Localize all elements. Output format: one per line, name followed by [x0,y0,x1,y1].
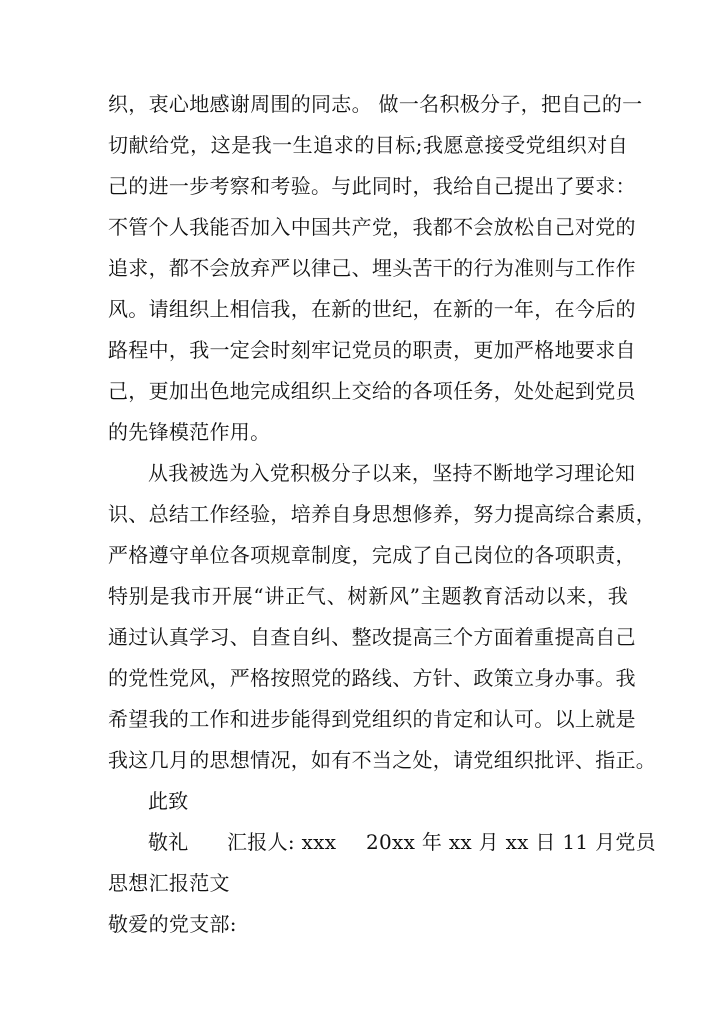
body-text-line: 切献给党，这是我一生追求的目标;我愿意接受党组织对自 [108,133,628,157]
body-text-line: 的党性党风，严格按照党的路线、方针、政策立身办事。我 [108,666,636,690]
body-text-line: 己，更加出色地完成组织上交给的各项任务，处处起到党员 [108,379,636,403]
body-text-line: 通过认真学习、自查自纠、整改提高三个方面着重提高自己 [108,625,636,649]
body-text-line: 从我被选为入党积极分子以来，坚持不断地学习理论知 [148,461,636,485]
signoff-text: 敬礼 [148,830,189,854]
body-text-line: 识、总结工作经验，培养自身思想修养，努力提高综合素质， [108,502,657,526]
body-text-line: 严格遵守单位各项规章制度，完成了自己岗位的各项职责， [108,543,636,567]
body-text-line: 不管个人我能否加入中国共产党，我都不会放松自己对党的 [108,215,636,239]
reporter-text: 汇报人: xxx [227,830,337,854]
next-title-text: 思想汇报范文 [108,871,230,895]
body-text-line: 特别是我市开展“讲正气、树新风”主题教育活动以来，我 [108,584,628,608]
body-text-line: 我这几月的思想情况，如有不当之处，请党组织批评、指正。 [108,748,657,772]
closing-text: 此致 [148,789,189,813]
body-text-line: 的先锋模范作用。 [108,420,271,444]
body-text-line: 路程中，我一定会时刻牢记党员的职责，更加严格地要求自 [108,338,636,362]
body-text-line: 己的进一步考察和考验。与此同时，我给自己提出了要求： [108,174,636,198]
body-text-line: 织，衷心地感谢周围的同志。 做一名积极分子，把自己的一 [108,92,643,116]
body-text-line: 追求，都不会放弃严以律己、埋头苦干的行为准则与工作作 [108,256,636,280]
date-and-title-text: 20xx 年 xx 月 xx 日 11 月党员 [366,830,656,854]
body-text-line: 希望我的工作和进步能得到党组织的肯定和认可。以上就是 [108,707,636,731]
salutation-text: 敬爱的党支部: [108,912,237,936]
body-text-line: 风。请组织上相信我，在新的世纪，在新的一年，在今后的 [108,297,636,321]
